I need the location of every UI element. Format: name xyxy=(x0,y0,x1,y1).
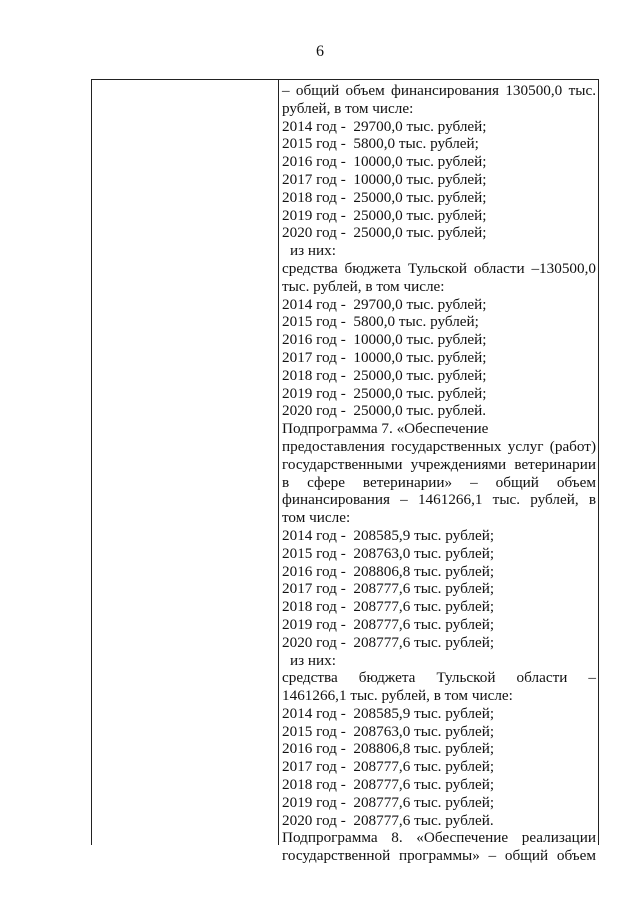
text-line: 2014 год - 208585,9 тыс. рублей; xyxy=(282,704,495,722)
text-line: 2015 год - 5800,0 тыс. рублей; xyxy=(282,313,479,331)
text-line: 2020 год - 208777,6 тыс. рублей; xyxy=(282,633,495,651)
text-line: в сфере ветеринарии» – общий объем xyxy=(282,473,596,491)
text-line: 2018 год - 25000,0 тыс. рублей; xyxy=(282,188,487,206)
text-line: 2020 год - 208777,6 тыс. рублей. xyxy=(282,811,494,829)
text-line: 2015 год - 208763,0 тыс. рублей; xyxy=(282,544,495,562)
text-line: 2018 год - 208777,6 тыс. рублей; xyxy=(282,776,495,794)
text-line: 2015 год - 208763,0 тыс. рублей; xyxy=(282,722,495,740)
table-right-cell xyxy=(282,82,596,865)
text-line: 2019 год - 208777,6 тыс. рублей; xyxy=(282,615,495,633)
text-line: 1461266,1 тыс. рублей, в том числе: xyxy=(282,687,513,705)
text-line: рублей, в том числе: xyxy=(282,99,414,117)
text-line: 2018 год - 25000,0 тыс. рублей; xyxy=(282,366,487,384)
text-line: 2014 год - 29700,0 тыс. рублей; xyxy=(282,295,487,313)
text-line: 2016 год - 208806,8 тыс. рублей; xyxy=(282,740,495,758)
text-line: государственной программы» – общий объем xyxy=(282,847,596,865)
text-line: предоставления государственных услуг (работ) xyxy=(282,437,596,455)
column-divider xyxy=(278,80,279,845)
text-line: 2018 год - 208777,6 тыс. рублей; xyxy=(282,598,495,616)
text-line: 2016 год - 10000,0 тыс. рублей; xyxy=(282,153,487,171)
text-line: тыс. рублей, в том числе: xyxy=(282,277,445,295)
funding-table xyxy=(91,79,599,865)
text-line: Подпрограмма 8. «Обеспечение реализации xyxy=(282,829,596,847)
text-line: 2014 год - 208585,9 тыс. рублей; xyxy=(282,526,495,544)
text-line: государственными учреждениями ветеринарии xyxy=(282,455,596,473)
text-line: 2017 год - 208777,6 тыс. рублей; xyxy=(282,580,495,598)
page-number: 6 xyxy=(316,43,324,60)
text-line: том числе: xyxy=(282,509,351,527)
text-line: из них: xyxy=(290,651,336,669)
text-line: – общий объем финансирования 130500,0 тыс. xyxy=(282,82,596,99)
text-line: 2014 год - 29700,0 тыс. рублей; xyxy=(282,117,487,135)
text-line: Подпрограмма 7. «Обеспечение xyxy=(282,420,489,438)
text-line: 2020 год - 25000,0 тыс. рублей; xyxy=(282,224,487,242)
text-line: 2016 год - 10000,0 тыс. рублей; xyxy=(282,331,487,349)
table-left-cell xyxy=(92,80,278,845)
text-line: средства бюджета Тульской области –130500,0 xyxy=(282,259,596,277)
text-line: 2020 год - 25000,0 тыс. рублей. xyxy=(282,402,487,420)
text-line: 2019 год - 208777,6 тыс. рублей; xyxy=(282,793,495,811)
text-line: средства бюджета Тульской области – xyxy=(282,669,596,687)
text-line: 2019 год - 25000,0 тыс. рублей; xyxy=(282,206,487,224)
text-line: 2015 год - 5800,0 тыс. рублей; xyxy=(282,135,479,153)
text-line: из них: xyxy=(290,242,336,260)
text-line: финансирования – 1461266,1 тыс. рублей, в xyxy=(282,491,596,509)
text-line: 2017 год - 10000,0 тыс. рублей; xyxy=(282,170,487,188)
text-line: 2019 год - 25000,0 тыс. рублей; xyxy=(282,384,487,402)
text-line: 2017 год - 10000,0 тыс. рублей; xyxy=(282,348,487,366)
text-line: 2017 год - 208777,6 тыс. рублей; xyxy=(282,758,495,776)
text-line: 2016 год - 208806,8 тыс. рублей; xyxy=(282,562,495,580)
